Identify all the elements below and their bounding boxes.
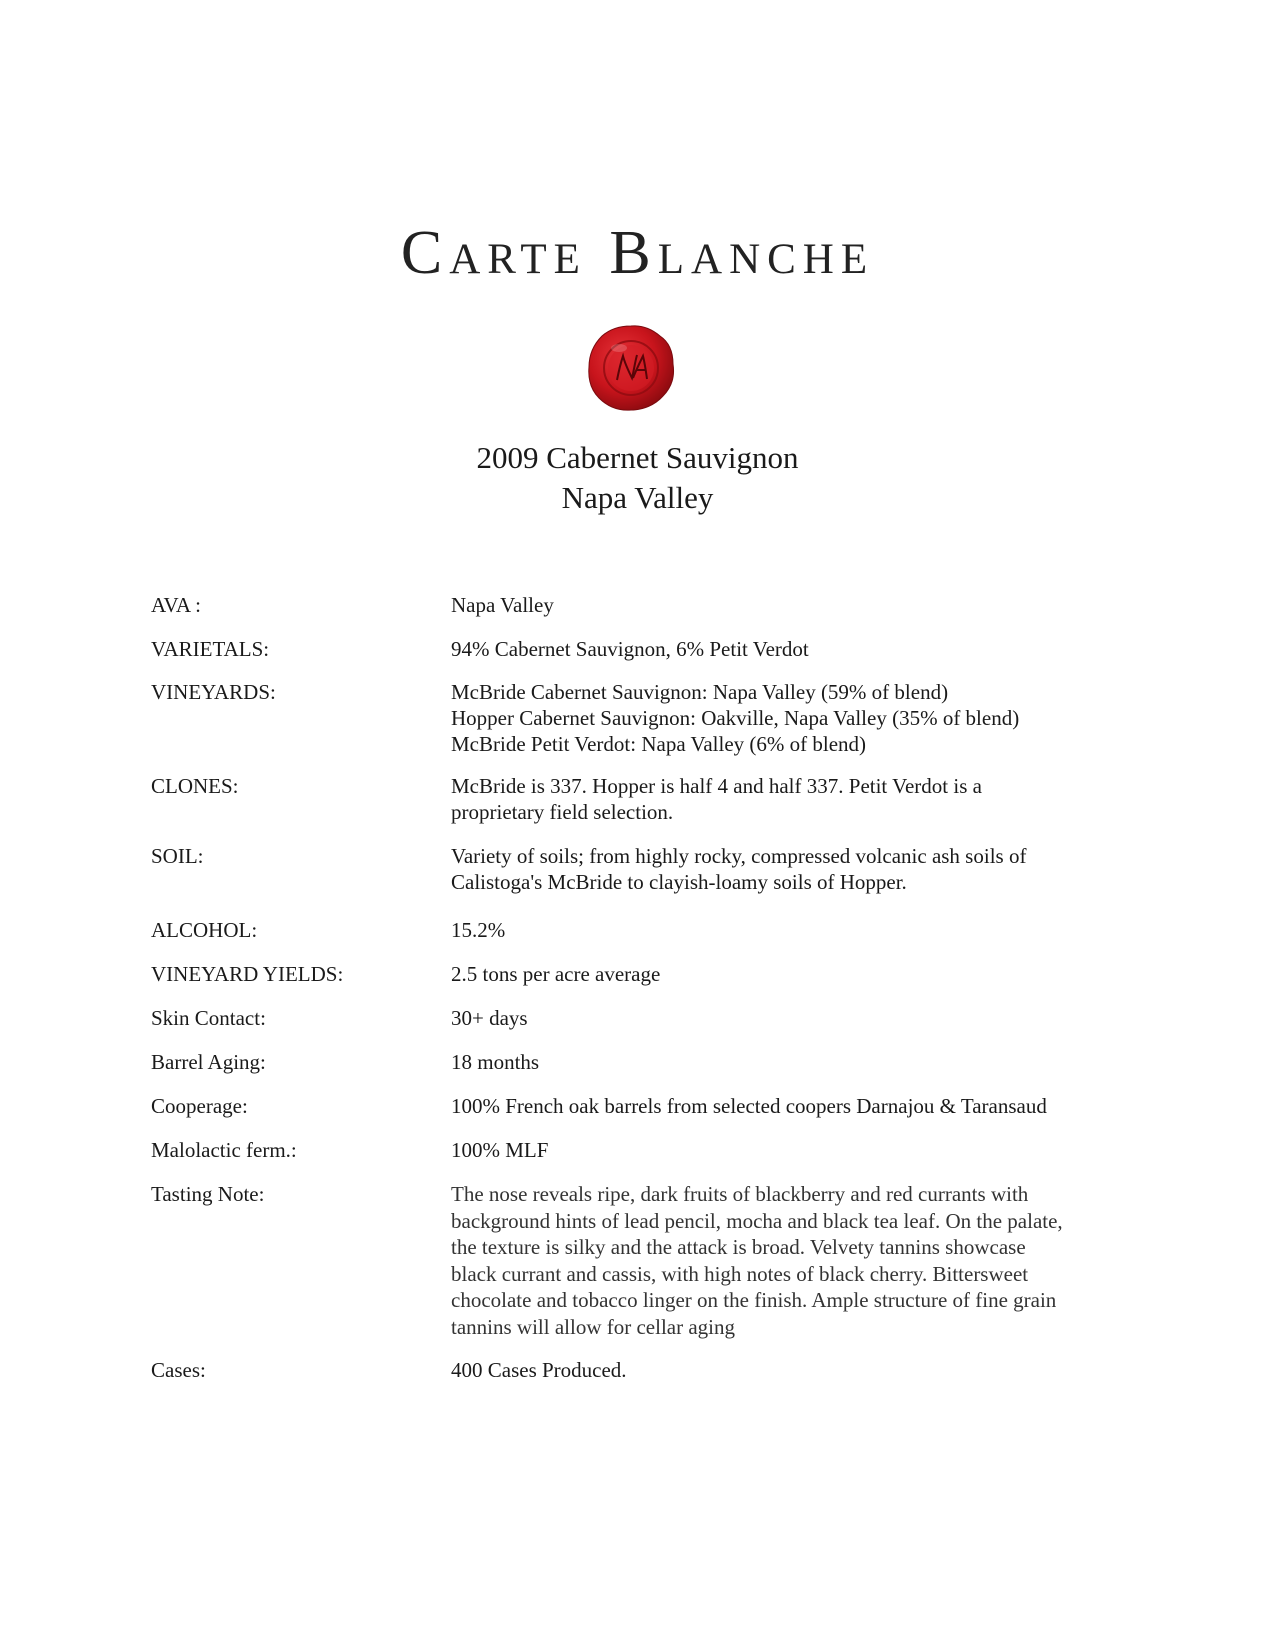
spec-label: VINEYARDS: (151, 680, 276, 704)
spec-label: Tasting Note: (151, 1182, 265, 1206)
clones-line: McBride is 337. Hopper is half 4 and half 337. Petit Verdot is a (451, 774, 982, 798)
spec-value: 100% MLF (451, 1138, 549, 1162)
spec-label: VINEYARD YIELDS: (151, 962, 344, 986)
spec-label: Cooperage: (151, 1094, 248, 1118)
spec-label: Cases: (151, 1358, 206, 1382)
spec-label: SOIL: (151, 844, 204, 868)
wine-title (0, 438, 1275, 518)
tasting-note-line: tannins will allow for cellar aging (451, 1314, 736, 1339)
wine-appellation: Napa Valley (561, 480, 714, 515)
vineyard-line: McBride Cabernet Sauvignon: Napa Valley (59% of blend) (451, 680, 949, 704)
spec-value: 2.5 tons per acre average (451, 962, 661, 986)
spec-value: 100% French oak barrels from selected coopers Darnajou & Taransaud (451, 1094, 1047, 1118)
spec-label: ALCOHOL: (151, 918, 258, 942)
soil-line: Calistoga's McBride to clayish-loamy soils of Hopper. (451, 870, 907, 894)
spec-value: 400 Cases Produced. (451, 1358, 627, 1382)
spec-value (451, 773, 1131, 825)
spec-value (451, 679, 1131, 757)
tasting-note-line: The nose reveals ripe, dark fruits of blackberry and red currants with (451, 1182, 1029, 1206)
spec-value (451, 843, 1131, 895)
wax-seal-logo (585, 322, 677, 414)
soil-line: Variety of soils; from highly rocky, compressed volcanic ash soils of (451, 844, 1027, 868)
wine-vintage-varietal: 2009 Cabernet Sauvignon (476, 440, 799, 475)
spec-label: Skin Contact: (151, 1006, 266, 1030)
spec-label: Barrel Aging: (151, 1050, 266, 1074)
spec-label: CLONES: (151, 774, 239, 798)
spec-value: 15.2% (451, 918, 506, 942)
tasting-note-line: black currant and cassis, with high notes of black cherry. Bittersweet (451, 1261, 1029, 1286)
tasting-note-line: background hints of lead pencil, mocha and black tea leaf. On the palate, (451, 1208, 1063, 1233)
vineyard-line: McBride Petit Verdot: Napa Valley (6% of blend) (451, 732, 867, 756)
spec-label: VARIETALS: (151, 637, 270, 661)
spec-value: 30+ days (451, 1006, 528, 1030)
spec-label: Malolactic ferm.: (151, 1138, 297, 1162)
tasting-note-line: the texture is silky and the attack is broad. Velvety tannins showcase (451, 1235, 1026, 1259)
clones-line: proprietary field selection. (451, 800, 674, 824)
brand-wordmark: Carte Blanche (400, 219, 875, 287)
vineyard-line: Hopper Cabernet Sauvignon: Oakville, Napa Valley (35% of blend) (451, 706, 1020, 730)
tasting-note-line: chocolate and tobacco linger on the finish. Ample structure of fine grain (451, 1288, 1057, 1312)
spec-value: 94% Cabernet Sauvignon, 6% Petit Verdot (451, 637, 809, 661)
spec-value: Napa Valley (451, 593, 554, 617)
spec-label: AVA : (151, 593, 202, 617)
spec-value: 18 months (451, 1050, 540, 1074)
tasting-note-text (451, 1181, 1131, 1340)
